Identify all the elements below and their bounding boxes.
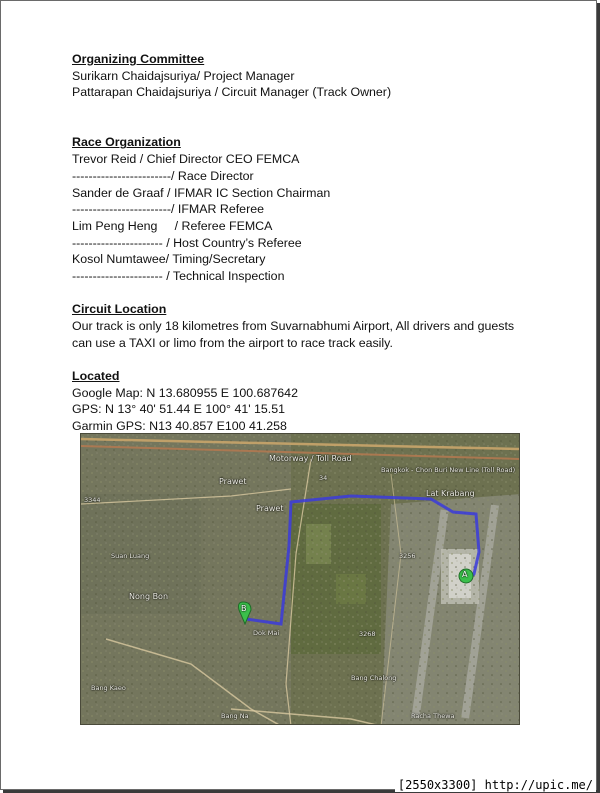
map-label: Bang Na <box>221 712 249 720</box>
organizing-line: Surikarn Chaidajsuriya/ Project Manager <box>72 68 295 83</box>
race-organization-heading: Race Organization <box>72 135 181 150</box>
map-label: Lat Krabang <box>426 489 475 498</box>
race-line: ---------------------- / Host Country’s Referee <box>72 235 302 250</box>
map-graphics <box>81 434 520 725</box>
map-label: Bang Chalong <box>351 674 397 682</box>
map-label: Bang Kaeo <box>91 684 126 692</box>
satellite-map[interactable] <box>80 433 520 725</box>
located-line: Garmin GPS: N13 40.857 E100 41.258 <box>72 419 287 434</box>
map-label: Bangkok - Chon Buri New Line (Toll Road) <box>381 466 516 474</box>
marker-a-label: A <box>462 570 468 579</box>
document-body <box>72 51 542 435</box>
marker-b-label: B <box>241 604 247 613</box>
map-label: 3268 <box>359 630 376 638</box>
race-line: Lim Peng Heng / Referee FEMCA <box>72 218 273 233</box>
map-label: 3344 <box>84 496 101 504</box>
race-line: ------------------------/ Race Director <box>72 168 254 183</box>
circuit-location-heading: Circuit Location <box>72 302 167 317</box>
organizing-committee-heading: Organizing Committee <box>72 52 205 66</box>
map-label: Dok Mai <box>253 629 280 637</box>
race-line: Kosol Numtawee/ Timing/Secretary <box>72 252 266 267</box>
located-line: Google Map: N 13.680955 E 100.687642 <box>72 385 298 400</box>
spacer <box>72 101 542 134</box>
map-label: 3256 <box>399 552 416 560</box>
map-label: Suan Luang <box>111 552 150 560</box>
map-label: Prawet <box>219 477 247 486</box>
map-label: 34 <box>319 474 328 482</box>
located-heading: Located <box>72 369 120 384</box>
spacer <box>72 351 542 368</box>
circuit-line: Our track is only 18 kilometres from Suvarnabhumi Airport, All drivers and guests <box>72 319 515 334</box>
organizing-line: Pattarapan Chaidajsuriya / Circuit Manager (Track Owner) <box>72 85 392 100</box>
located-line: GPS: N 13° 40' 51.44 E 100° 41' 15.51 <box>72 402 286 417</box>
race-line: ---------------------- / Technical Inspection <box>72 268 285 283</box>
spacer <box>72 285 542 302</box>
map-label: Prawet <box>256 504 284 513</box>
map-label: Nong Bon <box>129 592 169 601</box>
race-line: Sander de Graaf / IFMAR IC Section Chairman <box>72 185 331 200</box>
map-label: Racha Thewa <box>411 712 455 720</box>
circuit-line: can use a TAXI or limo from the airport to race track easily. <box>72 335 393 350</box>
map-label: Motorway / Toll Road <box>269 454 352 463</box>
watermark-text: [2550x3300] http://upic.me/ <box>395 778 596 792</box>
race-line: ------------------------/ IFMAR Referee <box>72 202 264 217</box>
race-line: Trevor Reid / Chief Director CEO FEMCA <box>72 152 300 167</box>
